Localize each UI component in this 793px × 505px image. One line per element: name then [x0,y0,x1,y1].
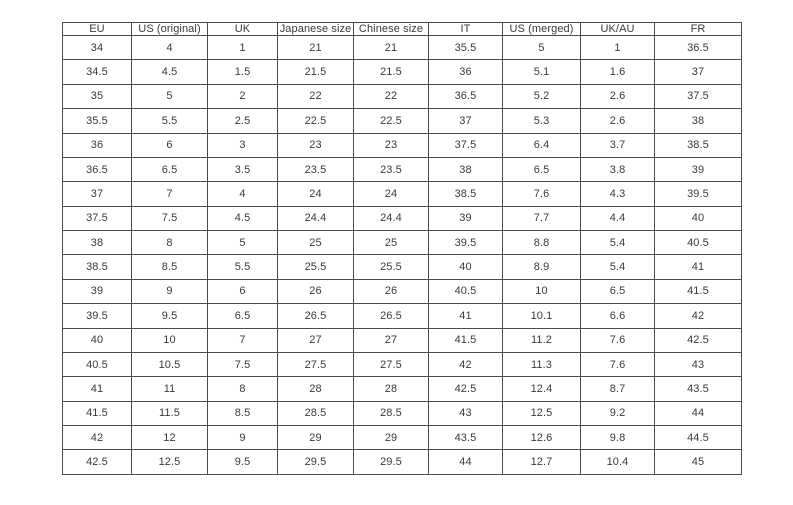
table-cell: 27.5 [278,352,354,376]
column-header: Chinese size [354,23,429,36]
table-cell: 5.5 [132,109,208,133]
table-cell: 34 [63,36,132,60]
table-cell: 35.5 [429,36,503,60]
table-row [63,352,742,376]
table-cell: 7.7 [503,206,581,230]
table-row [63,84,742,108]
table-cell: 25 [354,231,429,255]
table-cell: 38 [63,231,132,255]
table-cell: 4.4 [581,206,655,230]
table-cell: 12.7 [503,450,581,475]
column-header: Japanese size [278,23,354,36]
table-cell: 5.5 [208,255,278,279]
table-cell: 22.5 [278,109,354,133]
table-cell: 9 [132,279,208,303]
table-cell: 4.5 [132,60,208,84]
table-cell: 24.4 [278,206,354,230]
table-cell: 27 [278,328,354,352]
table-cell: 10 [132,328,208,352]
table-row [63,450,742,475]
table-cell: 5.3 [503,109,581,133]
table-cell: 25.5 [278,255,354,279]
table-cell: 11.3 [503,352,581,376]
table-row [63,279,742,303]
column-header: FR [655,23,742,36]
table-cell: 3 [208,133,278,157]
table-cell: 26 [278,279,354,303]
table-cell: 5 [132,84,208,108]
table-cell: 37 [655,60,742,84]
table-cell: 41.5 [63,401,132,425]
table-cell: 23.5 [278,157,354,181]
table-cell: 5.4 [581,231,655,255]
table-cell: 5.1 [503,60,581,84]
table-cell: 34.5 [63,60,132,84]
table-cell: 7 [208,328,278,352]
table-cell: 42 [63,426,132,450]
table-cell: 37.5 [655,84,742,108]
table-cell: 8.9 [503,255,581,279]
table-cell: 27.5 [354,352,429,376]
table-cell: 11.2 [503,328,581,352]
table-cell: 38.5 [655,133,742,157]
table-cell: 12.4 [503,377,581,401]
table-cell: 2.5 [208,109,278,133]
table-cell: 7.6 [503,182,581,206]
table-cell: 1 [208,36,278,60]
table-cell: 38 [429,157,503,181]
table-cell: 2.6 [581,109,655,133]
table-cell: 28 [354,377,429,401]
table-cell: 10.4 [581,450,655,475]
table-cell: 38.5 [429,182,503,206]
table-cell: 29.5 [354,450,429,475]
table-cell: 8.5 [132,255,208,279]
table-cell: 43 [655,352,742,376]
table-cell: 42.5 [63,450,132,475]
table-cell: 29 [354,426,429,450]
table-cell: 8 [132,231,208,255]
table-cell: 1.6 [581,60,655,84]
table-cell: 43.5 [429,426,503,450]
table-cell: 4 [132,36,208,60]
table-cell: 12 [132,426,208,450]
table-row [63,133,742,157]
table-cell: 8.8 [503,231,581,255]
table-cell: 41.5 [429,328,503,352]
table-cell: 36.5 [655,36,742,60]
table-cell: 26.5 [278,304,354,328]
table-row [63,206,742,230]
table-cell: 39 [63,279,132,303]
table-cell: 42.5 [429,377,503,401]
table-cell: 5 [208,231,278,255]
table-cell: 22.5 [354,109,429,133]
table-cell: 40 [655,206,742,230]
table-cell: 12.6 [503,426,581,450]
table-cell: 6.5 [581,279,655,303]
table-row [63,377,742,401]
table-cell: 11.5 [132,401,208,425]
table-cell: 12.5 [132,450,208,475]
table-cell: 29.5 [278,450,354,475]
table-cell: 40.5 [63,352,132,376]
table-cell: 2.6 [581,84,655,108]
table-cell: 7.6 [581,352,655,376]
table-row [63,157,742,181]
table-cell: 37.5 [63,206,132,230]
table-row [63,426,742,450]
table-cell: 24 [278,182,354,206]
table-cell: 5 [503,36,581,60]
table-cell: 23 [354,133,429,157]
table-cell: 10.5 [132,352,208,376]
table-cell: 37 [429,109,503,133]
table-cell: 35 [63,84,132,108]
header-row [63,23,742,36]
table-cell: 21.5 [354,60,429,84]
table-cell: 9.2 [581,401,655,425]
table-cell: 11 [132,377,208,401]
table-cell: 44 [429,450,503,475]
table-cell: 37.5 [429,133,503,157]
column-header: UK/AU [581,23,655,36]
table-cell: 29 [278,426,354,450]
table-row [63,109,742,133]
column-header: US (original) [132,23,208,36]
table-cell: 6.5 [503,157,581,181]
table-row [63,255,742,279]
table-cell: 39.5 [63,304,132,328]
table-cell: 38.5 [63,255,132,279]
table-cell: 8.5 [208,401,278,425]
table-body [63,36,742,475]
table-cell: 40 [63,328,132,352]
table-cell: 24.4 [354,206,429,230]
table-row [63,36,742,60]
table-cell: 7 [132,182,208,206]
shoe-size-conversion-table [62,22,742,475]
table-cell: 28.5 [278,401,354,425]
table-cell: 10.1 [503,304,581,328]
table-cell: 26 [354,279,429,303]
table-cell: 21 [278,36,354,60]
table-cell: 43 [429,401,503,425]
table-cell: 39 [655,157,742,181]
table-cell: 40 [429,255,503,279]
table-cell: 5.2 [503,84,581,108]
table-cell: 3.8 [581,157,655,181]
table-cell: 42 [655,304,742,328]
table-cell: 26.5 [354,304,429,328]
table-row [63,60,742,84]
table-cell: 6.4 [503,133,581,157]
table-cell: 35.5 [63,109,132,133]
table-cell: 44.5 [655,426,742,450]
table-cell: 12.5 [503,401,581,425]
table-cell: 41 [655,255,742,279]
table-cell: 23 [278,133,354,157]
table-cell: 36 [429,60,503,84]
table-cell: 22 [354,84,429,108]
table-cell: 41.5 [655,279,742,303]
table-cell: 39.5 [655,182,742,206]
table-cell: 45 [655,450,742,475]
table-header [63,23,742,36]
table-cell: 1.5 [208,60,278,84]
table-cell: 3.5 [208,157,278,181]
table-row [63,182,742,206]
column-header: IT [429,23,503,36]
table-cell: 4.5 [208,206,278,230]
table-row [63,328,742,352]
table-cell: 7.5 [208,352,278,376]
table-cell: 38 [655,109,742,133]
table-cell: 8.7 [581,377,655,401]
table-row [63,304,742,328]
table-cell: 9 [208,426,278,450]
table-cell: 9.8 [581,426,655,450]
table-cell: 6.5 [132,157,208,181]
table-cell: 7.6 [581,328,655,352]
table-cell: 5.4 [581,255,655,279]
table-cell: 41 [429,304,503,328]
table-cell: 6 [208,279,278,303]
column-header: UK [208,23,278,36]
table-cell: 42.5 [655,328,742,352]
table-row [63,401,742,425]
table-cell: 40.5 [655,231,742,255]
table-cell: 27 [354,328,429,352]
table-cell: 40.5 [429,279,503,303]
table-cell: 4.3 [581,182,655,206]
table-cell: 7.5 [132,206,208,230]
table-cell: 21 [354,36,429,60]
table-cell: 6 [132,133,208,157]
table-cell: 25 [278,231,354,255]
table-cell: 44 [655,401,742,425]
table-cell: 28 [278,377,354,401]
table-cell: 39.5 [429,231,503,255]
table-cell: 28.5 [354,401,429,425]
table-cell: 22 [278,84,354,108]
table-cell: 36 [63,133,132,157]
table-cell: 1 [581,36,655,60]
table-cell: 10 [503,279,581,303]
column-header: EU [63,23,132,36]
table-cell: 9.5 [208,450,278,475]
table-row [63,231,742,255]
table-cell: 41 [63,377,132,401]
table-cell: 2 [208,84,278,108]
table-cell: 23.5 [354,157,429,181]
table-cell: 21.5 [278,60,354,84]
table-cell: 3.7 [581,133,655,157]
table-cell: 24 [354,182,429,206]
table-cell: 39 [429,206,503,230]
table-cell: 6.6 [581,304,655,328]
table-cell: 9.5 [132,304,208,328]
table-cell: 8 [208,377,278,401]
table-cell: 37 [63,182,132,206]
table-cell: 36.5 [429,84,503,108]
table-cell: 4 [208,182,278,206]
table-cell: 42 [429,352,503,376]
table-cell: 25.5 [354,255,429,279]
table-cell: 43.5 [655,377,742,401]
table-cell: 36.5 [63,157,132,181]
table-cell: 6.5 [208,304,278,328]
column-header: US (merged) [503,23,581,36]
